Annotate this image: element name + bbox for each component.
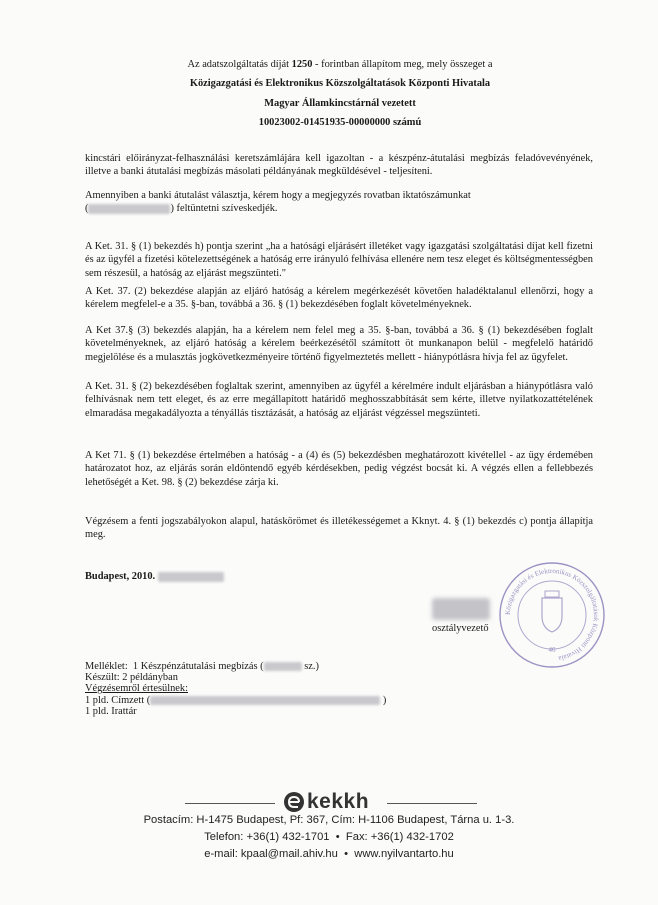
footer-phone: Telefon: +36(1) 432-1701 xyxy=(204,831,330,843)
place-date xyxy=(85,570,224,583)
kekkh-logo-icon xyxy=(283,791,305,813)
transfer-text: Amennyiben a banki átutalást választja, kérem hogy a megjegyzés rovatban iktatószámunkat xyxy=(85,190,471,201)
footer-website[interactable]: www.nyilvantarto.hu xyxy=(354,848,454,860)
footer-contact xyxy=(80,848,578,860)
redacted-signature xyxy=(432,598,490,620)
fee-line xyxy=(60,58,620,71)
footer-address: Postacím: H-1475 Budapest, Pf: 367, Cím: H-1106 Budapest, Tárna u. 1-3. xyxy=(143,814,515,826)
paren-open: ( xyxy=(85,203,89,215)
account-number: 10023002-01451935-00000000 számú xyxy=(258,117,422,128)
redacted-addressee xyxy=(150,696,380,705)
footer-rule-left xyxy=(185,803,275,804)
paragraph-payment: kincstári előirányzat-felhasználási keretszámlájára kell igazoltan - a készpénz-átutalási megbízás feladóvevényének, illetve a banki átutalási megbízás másolati példányának megküldésével - teljesíteni. xyxy=(85,153,593,178)
copies-made: Készült: 2 példányban xyxy=(85,672,178,684)
signer-title: osztályvezető xyxy=(432,623,489,634)
footer-fax: Fax: +36(1) 432-1702 xyxy=(345,831,454,843)
footer-rule-right xyxy=(387,803,477,804)
kekkh-logo-text: kekkh xyxy=(307,790,370,813)
addressee-prefix: 1 pld. Címzett ( xyxy=(85,694,151,706)
archive-line: 1 pld. Irattár xyxy=(85,705,137,717)
enclosure-text: 1 Készpénzátutalási megbízás ( xyxy=(132,661,264,672)
redacted-date xyxy=(158,572,224,582)
stamp-number: 46 xyxy=(548,646,556,654)
redacted-reference xyxy=(88,204,170,214)
stamp-ring-text: Közigazgatási és Elektronikus Közszolgáltatások Központi Hivatala xyxy=(503,566,601,663)
notified-heading: Végzésemről értesülnek: xyxy=(85,683,188,695)
paragraph-ket31-2: A Ket. 31. § (2) bekezdésében foglaltak szerint, amennyiben az ügyfél a kérelmére indult eljárásban a hiánypótlásra való felhívásnak nem tett eleget, és az erre megállapított határidő meghosszabbítását sem kérte, illetve nyilatkozattételének elmaradása megakadályozta a tényállás tisztázását, a hatóság az eljárást végzéssel megszünteti. xyxy=(85,381,593,419)
footer-phone-fax xyxy=(80,831,578,843)
official-stamp xyxy=(497,560,607,670)
addressee-suffix: ) xyxy=(382,694,387,706)
enclosure-suffix: sz.) xyxy=(304,661,319,672)
paragraph-competence: Végzésem a fenti jogszabályokon alapul, hatáskörömet és illetékességemet a Kknyt. 4. § (1) bekezdés c) pontja állapítja meg. xyxy=(85,516,593,541)
enclosure-line xyxy=(85,661,505,672)
paragraph-transfer xyxy=(85,189,593,216)
fee-amount: 1250 xyxy=(291,59,313,70)
attachments-block xyxy=(85,661,505,717)
paragraph-ket31: A Ket. 31. § (1) bekezdés h) pontja szerint „ha a hatósági eljárásért illetéket vagy igazgatási szolgáltatási díjat kell fizetni és az ügyfél a fizetési kötelezettségének a hatóság erre irányuló felhívása ellenére nem tesz eleget és költségmentességben sem részesül, a hatóság az eljárást megszünteti." xyxy=(85,241,593,279)
transfer-text-end: ) feltüntetni szíveskedjék. xyxy=(170,203,278,215)
fee-prefix: Az adatszolgáltatás díját xyxy=(187,59,290,70)
addressee-line xyxy=(85,695,505,706)
paragraph-ket37-3: A Ket 37.§ (3) bekezdés alapján, ha a kérelem nem felel meg a 35. §-ban, továbbá a 36. § (1) bekezdésében foglalt követelményeknek, az eljáró hatóság a kérelem beérkezésétől számított öt munkanapon belül - megfelelő határidő megjelölése és a mulasztás jogkövetkezményeire történő figyelmeztetés mellett - hiánypótlásra hívja fel az ügyfelet. xyxy=(85,325,593,363)
paragraph-ket37-2: A Ket. 37. (2) bekezdése alapján az eljáró hatóság a kérelem megérkezését követően haladéktalanul ellenőrzi, hogy a kérelem megfelel-e a 35. §-ban, továbbá a 36. § (1) bekezdésében foglalt követelményeknek. xyxy=(85,286,593,311)
redacted-enclosure-number xyxy=(264,662,302,671)
treasury-line: Magyar Államkincstárnál vezetett xyxy=(264,98,416,109)
bullet: • xyxy=(332,831,343,843)
footer-email[interactable]: e-mail: kpaal@mail.ahiv.hu xyxy=(204,848,338,860)
fee-suffix: - forintban állapítom meg, mely összeget a xyxy=(315,59,493,70)
bullet: • xyxy=(341,848,352,860)
enclosure-label: Melléklet: xyxy=(85,661,128,672)
agency-name: Közigazgatási és Elektronikus Közszolgáltatások Központi Hivatala xyxy=(189,78,491,89)
place-date-text: Budapest, 2010. xyxy=(85,571,156,582)
kekkh-logo xyxy=(283,790,369,814)
coat-of-arms-icon xyxy=(542,591,562,632)
paragraph-ket71: A Ket 71. § (1) bekezdése értelmében a hatóság - a (4) és (5) bekezdésben meghatározott kivétellel - az ügy érdemében határozatot hoz, az eljárás során eldöntendő egyéb kérdésekben, pedig végzést bocsát ki. A végzés ellen a fellebbezés lehetőségét a Ket. 98. § (2) bekezdése zárja ki. xyxy=(85,450,593,488)
